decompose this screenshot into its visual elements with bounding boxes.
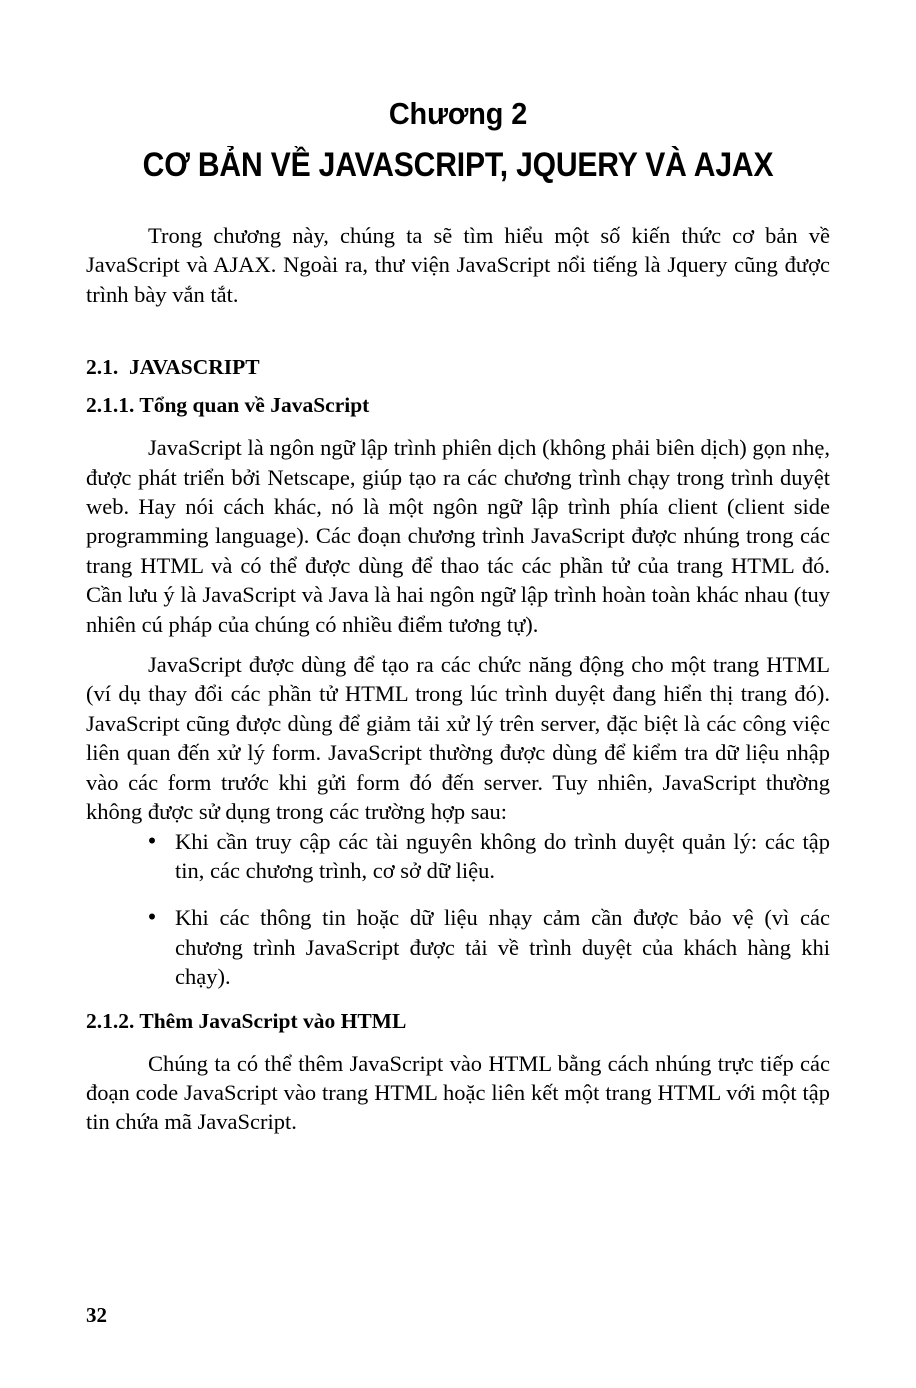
chapter-number: Chương 2 [388,96,528,131]
bullet-point-icon: • [147,904,157,932]
paragraph-2-1-1-a: JavaScript là ngôn ngữ lập trình phiên dịch (không phải biên dịch) gọn nhẹ, được phát triển bởi Netscape, giúp tạo ra các chương trình chạy trong trình duyệt web. Hay nói cách khác, nó là một ngôn ngữ lập trình phía client (client side programming language). Các đoạn chương trình JavaScript được nhúng trong các trang HTML và có thể được dùng để thao tác các phần tử của trang HTML đó. Cần lưu ý là JavaScript và Java là hai ngôn ngữ lập trình hoàn toàn khác nhau (tuy nhiên cú pháp của chúng có nhiều điểm tương tự). [86,435,830,637]
list-item [86,827,830,886]
bullet-list-2-1-1 [86,827,830,992]
intro-paragraph: Trong chương này, chúng ta sẽ tìm hiểu một số kiến thức cơ bản về JavaScript và AJAX. Ngoài ra, thư viện JavaScript nổi tiếng là Jquery cũng được trình bày vắn tắt. [86,223,830,307]
bullet-point-icon: • [147,827,157,855]
chapter-title-block [86,0,830,185]
subsection-heading-2-1-1: 2.1.1. Tổng quan về JavaScript [86,393,370,418]
subsection-heading-2-1-2: 2.1.2. Thêm JavaScript vào HTML [86,1008,407,1033]
paragraph-2-1-1-b: JavaScript được dùng để tạo ra các chức năng động cho một trang HTML (ví dụ thay đổi các phần tử HTML trong lúc trình duyệt đang hiển thị trang đó). JavaScript cũng được dùng để giảm tải xử lý trên server, đặc biệt là các công việc liên quan đến xử lý form. JavaScript thường được dùng để kiểm tra dữ liệu nhập vào các form trước khi gửi form đó đến server. Tuy nhiên, JavaScript thường không được sử dụng trong các trường hợp sau: [86,652,830,825]
chapter-title: CƠ BẢN VỀ JAVASCRIPT, JQUERY VÀ AJAX [142,146,774,184]
list-item-text: Khi cần truy cập các tài nguyên không do trình duyệt quản lý: các tập tin, các chương trình, cơ sở dữ liệu. [175,828,830,883]
list-item [86,903,830,991]
paragraph-2-1-2-a: Chúng ta có thể thêm JavaScript vào HTML bằng cách nhúng trực tiếp các đoạn code JavaScript vào trang HTML hoặc liên kết một trang HTML với một tập tin chứa mã JavaScript. [86,1050,830,1135]
list-item-text: Khi các thông tin hoặc dữ liệu nhạy cảm cần được bảo vệ (vì các chương trình JavaScript được tải về trình duyệt của khách hàng khi chạy). [175,905,830,990]
page-content-column [86,0,830,1388]
page-number: 32 [86,1303,107,1327]
section-heading-2-1: 2.1. JAVASCRIPT [86,355,260,380]
